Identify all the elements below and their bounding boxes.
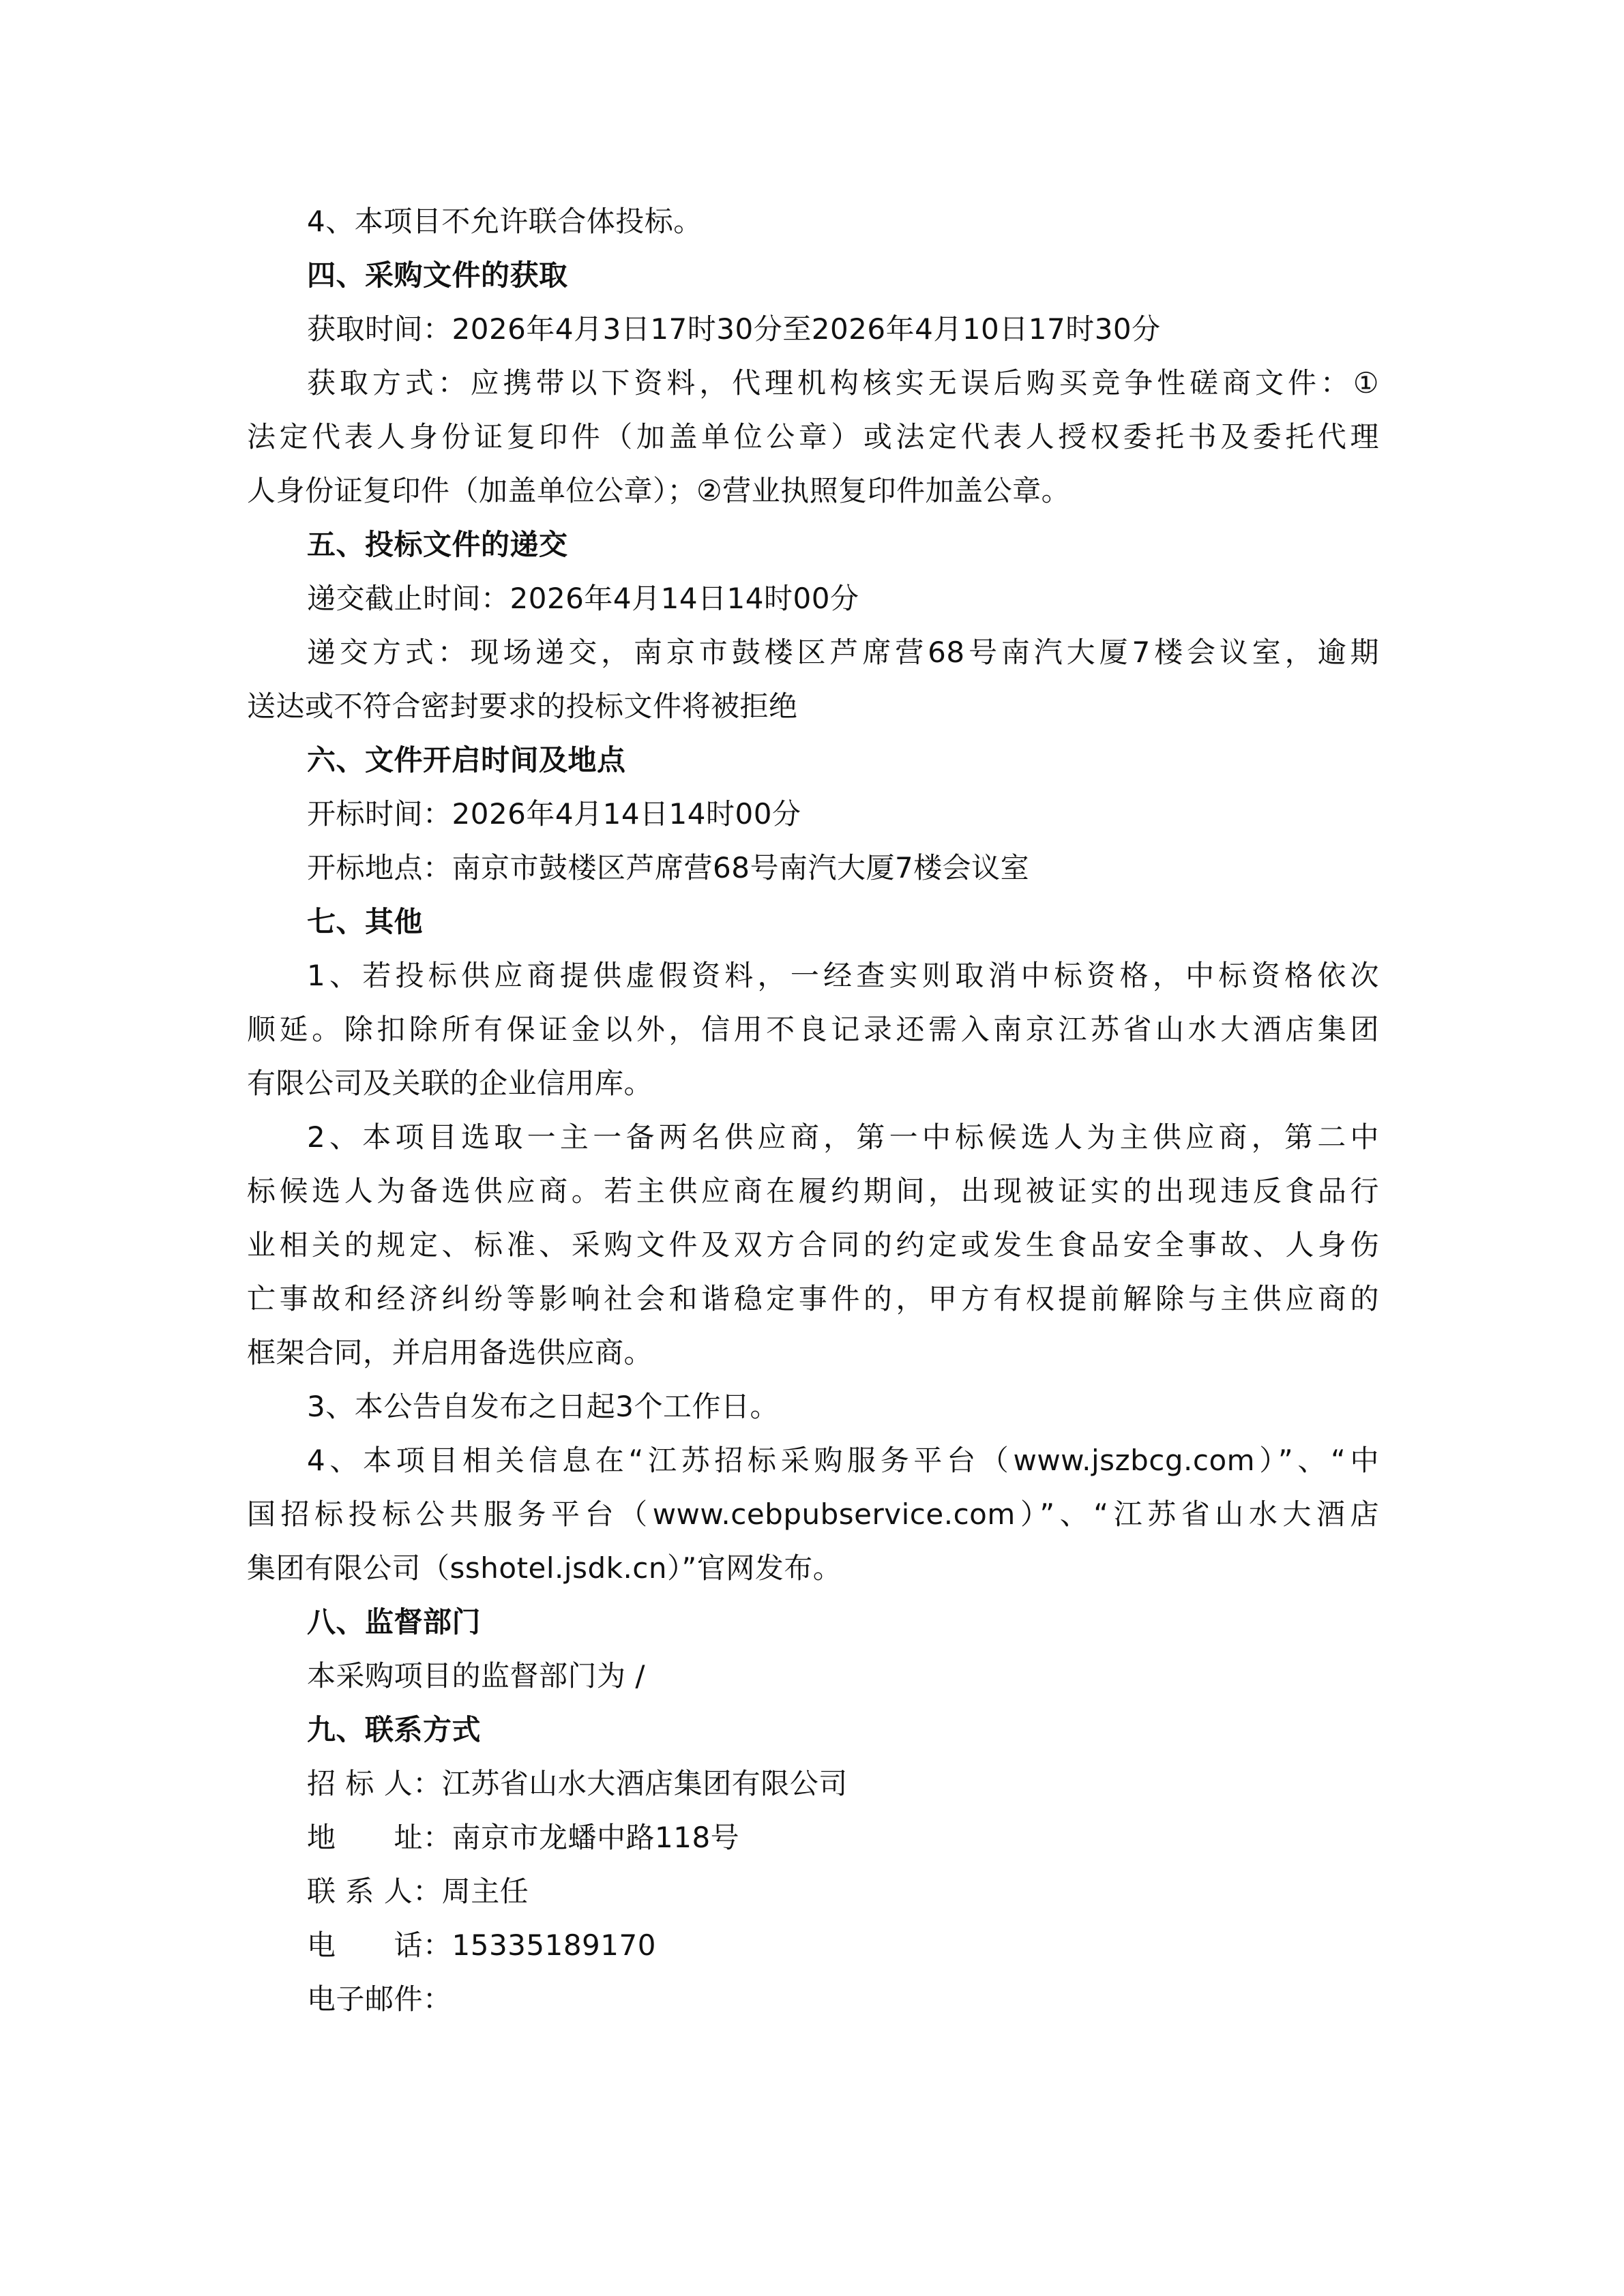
document-page (247, 194, 1379, 2026)
section-heading: 七、其他 (307, 905, 424, 938)
text-line: 集团有限公司（sshotel.jsdk.cn）”官网发布。 (247, 1551, 842, 1585)
text-line: 联 系 人：周主任 (307, 1875, 529, 1908)
text-line: 有限公司及关联的企业信用库。 (247, 1067, 653, 1100)
text-line: 亡事故和经济纠纷等影响社会和谐稳定事件的，甲方有权提前解除与主供应商的 (247, 1282, 1379, 1315)
text-line: 递交截止时间：2026年4月14日14时00分 (307, 582, 859, 615)
text-line: 4、本项目不允许联合体投标。 (307, 205, 703, 238)
text-line: 地 址：南京市龙蟠中路118号 (307, 1821, 740, 1854)
text-line: 获取时间：2026年4月3日17时30分至2026年4月10日17时30分 (307, 312, 1161, 346)
text-line: 送达或不符合密封要求的投标文件将被拒绝 (247, 689, 798, 723)
section-heading: 四、采购文件的获取 (307, 258, 568, 292)
text-line: 电 话：15335189170 (307, 1928, 656, 1962)
text-line: 2、本项目选取一主一备两名供应商，第一中标候选人为主供应商，第二中 (307, 1120, 1379, 1154)
text-line: 业相关的规定、标准、采购文件及双方合同的约定或发生食品安全事故、人身伤 (247, 1228, 1379, 1262)
text-line: 法定代表人身份证复印件（加盖单位公章）或法定代表人授权委托书及委托代理 (247, 420, 1379, 453)
text-line: 招 标 人：江苏省山水大酒店集团有限公司 (307, 1767, 848, 1800)
text-line: 顺延。除扣除所有保证金以外，信用不良记录还需入南京江苏省山水大酒店集团 (247, 1013, 1379, 1046)
section-heading: 六、文件开启时间及地点 (307, 743, 626, 777)
text-line: 获取方式：应携带以下资料，代理机构核实无误后购买竞争性磋商文件：① (307, 366, 1379, 400)
text-line: 国招标投标公共服务平台（www.cebpubservice.com）”、“江苏省山水大酒店 (247, 1497, 1379, 1531)
text-line: 开标地点：南京市鼓楼区芦席营68号南汽大厦7楼会议室 (307, 851, 1030, 884)
text-line: 人身份证复印件（加盖单位公章）；②营业执照复印件加盖公章。 (247, 474, 1071, 507)
text-line: 标候选人为备选供应商。若主供应商在履约期间，出现被证实的出现违反食品行 (247, 1174, 1379, 1208)
section-heading: 五、投标文件的递交 (307, 528, 568, 561)
text-line: 3、本公告自发布之日起3个工作日。 (307, 1390, 779, 1423)
text-line: 4、本项目相关信息在“江苏招标采购服务平台（www.jszbcg.com）”、“中 (307, 1444, 1379, 1477)
text-line: 开标时间：2026年4月14日14时00分 (307, 797, 801, 831)
text-line: 电子邮件： (307, 1982, 452, 2016)
text-line: 框架合同，并启用备选供应商。 (247, 1336, 653, 1369)
section-heading: 八、监督部门 (307, 1605, 482, 1639)
section-heading: 九、联系方式 (307, 1713, 482, 1746)
text-line: 递交方式：现场递交，南京市鼓楼区芦席营68号南汽大厦7楼会议室，逾期 (307, 636, 1379, 669)
text-line: 1、若投标供应商提供虚假资料，一经查实则取消中标资格，中标资格依次 (307, 959, 1379, 992)
text-line: 本采购项目的监督部门为 / (307, 1659, 646, 1693)
